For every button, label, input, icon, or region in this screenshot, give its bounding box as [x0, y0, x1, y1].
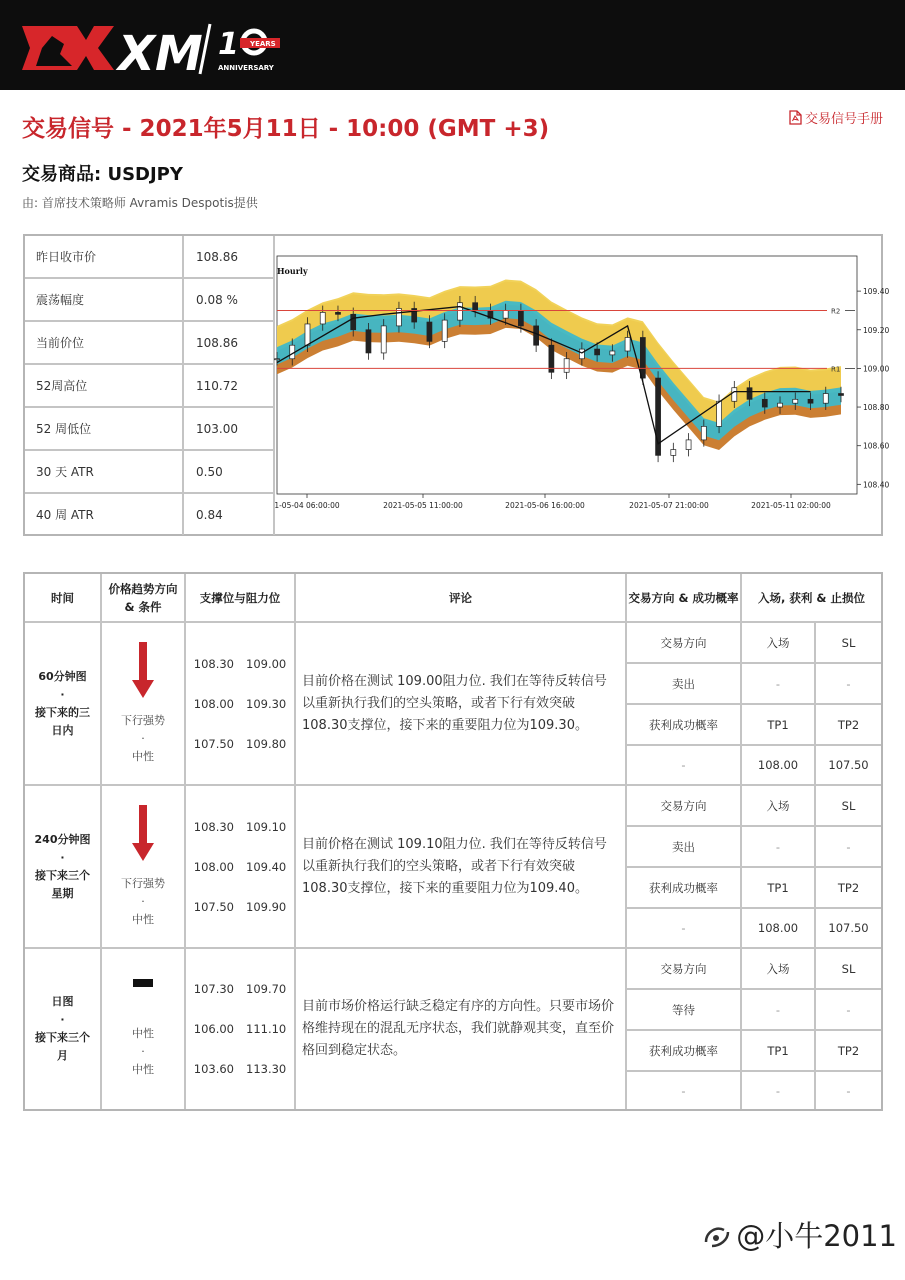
- trend-line: 下行强势: [121, 713, 165, 727]
- candle-body: [351, 314, 356, 329]
- watermark: [702, 1214, 897, 1255]
- signal-grid-cell: -: [627, 746, 742, 786]
- arrow-down-icon: [132, 642, 154, 698]
- timeframe-line: 240分钟图: [34, 832, 91, 846]
- trend-line: ·: [141, 1045, 145, 1058]
- svg-text:ANNIVERSARY: ANNIVERSARY: [218, 64, 274, 72]
- signal-grid-cell: SL: [816, 949, 881, 990]
- x-tick-label: 2021-05-06 16:00:00: [505, 501, 585, 510]
- signal-grid-cell: SL: [816, 786, 881, 827]
- level-label: R1: [831, 365, 841, 374]
- svg-text:XM: XM: [118, 26, 203, 82]
- candle-body: [320, 312, 325, 324]
- candle-body: [732, 388, 737, 402]
- stat-row: [25, 322, 275, 365]
- signal-grid-cell: TP2: [816, 868, 881, 909]
- support-level: 103.60: [193, 1062, 234, 1076]
- candle-body: [762, 399, 767, 407]
- stat-label: 当前价位: [25, 322, 184, 363]
- stat-label: 昨日收市价: [25, 236, 184, 277]
- stat-label: 40 周 ATR: [25, 494, 184, 535]
- trend-line: ·: [141, 894, 145, 908]
- candle-body: [625, 337, 630, 351]
- candle-body: [564, 359, 569, 373]
- signal-grid-cell: -: [742, 990, 816, 1031]
- trend-line: 中性: [132, 1027, 154, 1040]
- signals-table: [23, 572, 883, 1111]
- signal-grid-cell: -: [742, 1072, 816, 1109]
- resistance-level: 111.10: [246, 1022, 287, 1036]
- neutral-dash-icon: [133, 979, 153, 987]
- signal-grid-cell: TP2: [816, 705, 881, 746]
- candle-body: [442, 320, 447, 341]
- timeframe-line: 60分钟图: [38, 669, 87, 683]
- hourly-chart-svg: [274, 236, 890, 534]
- support-level: 108.30: [193, 819, 234, 834]
- candle-body: [275, 359, 280, 360]
- header-bar: [0, 0, 905, 90]
- support-level: 108.00: [193, 696, 234, 711]
- timeframe-line: 日图: [51, 995, 74, 1008]
- timeframe-line: 月: [57, 1049, 68, 1062]
- x-tick-label: 2021-05-11 02:00:00: [751, 501, 831, 510]
- candle-body: [686, 440, 691, 450]
- header-direction: 交易方向 & 成功概率: [627, 574, 742, 623]
- resistance-level: 109.90: [246, 899, 287, 914]
- signal-grid-cell: 107.50: [816, 909, 881, 949]
- candle-body: [717, 401, 722, 426]
- signal-manual-link[interactable]: [789, 108, 883, 127]
- levels-cell: [186, 623, 296, 786]
- timeframe-line: ·: [60, 850, 65, 864]
- level-pair: [186, 969, 294, 1009]
- signal-grid-cell: 108.00: [742, 746, 816, 786]
- stat-row: [25, 408, 275, 451]
- stat-label: 52 周低位: [25, 408, 184, 449]
- stat-row: [25, 494, 275, 535]
- svg-text:YEARS: YEARS: [250, 40, 276, 48]
- signal-grid-cell: 入场: [742, 949, 816, 990]
- candle-body: [793, 399, 798, 403]
- comment-cell: 目前价格在测试 109.10阻力位. 我们在等待反转信号以重新执行我们的空头策略，或者下行有效突破108.30支撑位，接下来的重要阻力位为109.40。: [296, 786, 627, 949]
- watermark-logo-icon: [702, 1220, 732, 1250]
- resistance-level: 109.40: [246, 859, 287, 874]
- y-tick-label: 109.40: [863, 287, 890, 297]
- header-levels: 支撑位与阻力位: [186, 574, 296, 623]
- candle-body: [823, 394, 828, 404]
- signal-grid-cell: -: [627, 1072, 742, 1109]
- support-level: 108.30: [193, 656, 234, 671]
- candle-body: [701, 426, 706, 440]
- y-tick-label: 108.40: [863, 480, 890, 490]
- candle-body: [808, 399, 813, 403]
- level-pair: [186, 887, 294, 927]
- candle-body: [518, 310, 523, 325]
- signal-grid-cell: 获利成功概率: [627, 868, 742, 909]
- signal-grid-cell: 交易方向: [627, 949, 742, 990]
- candle-body: [640, 337, 645, 378]
- resistance-level: 109.00: [246, 656, 287, 671]
- stat-row: [25, 451, 275, 494]
- candle-body: [839, 394, 844, 396]
- instrument-title: 交易商品: USDJPY: [22, 164, 183, 185]
- stat-value: 0.50: [184, 451, 275, 492]
- header-trend: 价格趋势方向 & 条件: [102, 574, 186, 623]
- y-tick-label: 109.00: [863, 364, 890, 374]
- timeframe-cell: [25, 623, 102, 786]
- header-comment: 评论: [296, 574, 627, 623]
- header-entry: 入场, 获利 & 止损位: [742, 574, 881, 623]
- signal-grid-cell: SL: [816, 623, 881, 664]
- level-pair: [186, 847, 294, 887]
- pdf-icon: [789, 110, 802, 125]
- signal-grid-cell: 交易方向: [627, 623, 742, 664]
- x-tick-label: 1-05-04 06:00:00: [274, 501, 340, 510]
- comment-cell: 目前市场价格运行缺乏稳定有序的方向性。只要市场价格维持现在的混乱无序状态，我们就静观其变，直至价格回到稳定状态。: [296, 949, 627, 1109]
- timeframe-line: 日内: [51, 723, 74, 737]
- timeframe-line: 星期: [51, 886, 74, 900]
- stat-value: 0.84: [184, 494, 275, 535]
- stat-row: [25, 279, 275, 322]
- trend-line: 中性: [132, 1063, 154, 1076]
- signal-grid-cell: -: [627, 909, 742, 949]
- signal-grid-cell: TP1: [742, 705, 816, 746]
- level-pair: [186, 807, 294, 847]
- signal-grid-cell: TP1: [742, 868, 816, 909]
- resistance-level: 113.30: [246, 1062, 287, 1076]
- candle-body: [778, 403, 783, 407]
- signal-grid-cell: 获利成功概率: [627, 1031, 742, 1072]
- stat-value: 108.86: [184, 236, 275, 277]
- signal-grid-cell: -: [816, 664, 881, 705]
- candle-body: [671, 450, 676, 456]
- signal-manual-label: 交易信号手册: [804, 112, 883, 127]
- level-pair: [186, 1049, 294, 1089]
- signal-grid-cell: 交易方向: [627, 786, 742, 827]
- resistance-level: 109.10: [246, 819, 287, 834]
- signal-grid-cell: -: [816, 990, 881, 1031]
- timeframe-line: 接下来三个: [35, 1031, 90, 1044]
- signal-grid-cell: -: [816, 827, 881, 868]
- signal-grid-cell: -: [846, 1083, 851, 1098]
- market-stats-panel: [23, 234, 890, 536]
- levels-cell: [186, 786, 296, 949]
- y-tick-label: 108.80: [863, 403, 890, 413]
- level-label: R2: [831, 307, 841, 316]
- xm-logo: [22, 18, 292, 82]
- stat-row: [25, 236, 275, 279]
- signal-grid-cell: 卖出: [627, 664, 742, 705]
- trend-line: 中性: [132, 912, 154, 926]
- stat-label: 52周高位: [25, 365, 184, 406]
- resistance-level: 109.80: [246, 736, 287, 751]
- page-title: 交易信号 - 2021年5月11日 - 10:00 (GMT +3): [22, 116, 550, 142]
- stat-value: 103.00: [184, 408, 275, 449]
- comment-cell: 目前价格在测试 109.00阻力位. 我们在等待反转信号以重新执行我们的空头策略，或者下行有效突破108.30支撑位，接下来的重要阻力位为109.30。: [296, 623, 627, 786]
- stat-value: 0.08 %: [184, 279, 275, 320]
- candle-body: [473, 303, 478, 311]
- candle-body: [457, 303, 462, 320]
- resistance-level: 109.30: [246, 696, 287, 711]
- trend-cell: [102, 623, 186, 786]
- candle-body: [534, 326, 539, 345]
- level-pair: [186, 1009, 294, 1049]
- candle-body: [595, 349, 600, 355]
- candle-body: [503, 310, 508, 318]
- timeframe-line: 接下来三个: [35, 868, 90, 882]
- signal-grid-cell: -: [742, 664, 816, 705]
- stat-value: 108.86: [184, 322, 275, 363]
- levels-cell: [186, 949, 296, 1109]
- stats-table: [25, 236, 275, 534]
- support-level: 106.00: [193, 1022, 234, 1036]
- signal-grid-cell: TP2: [816, 1031, 881, 1072]
- signal-grid-cell: 卖出: [627, 827, 742, 868]
- level-pair: [186, 684, 294, 724]
- author-byline: 由: 首席技术策略师 Avramis Despotis提供: [22, 196, 258, 210]
- signal-grid-cell: 108.00: [742, 909, 816, 949]
- stat-label: 30 天 ATR: [25, 451, 184, 492]
- signal-grid-cell: TP1: [742, 1031, 816, 1072]
- y-tick-label: 108.60: [863, 441, 890, 451]
- y-tick-label: 109.20: [863, 325, 890, 335]
- signal-grid-cell: -: [742, 827, 816, 868]
- x-tick-label: 2021-05-07 21:00:00: [629, 501, 709, 510]
- header-time: 时间: [25, 574, 102, 623]
- level-pair: [186, 644, 294, 684]
- stat-row: [25, 365, 275, 408]
- x-tick-label: 2021-05-05 11:00:00: [383, 501, 463, 510]
- svg-text:1: 1: [218, 27, 239, 62]
- arrow-down-icon: [132, 805, 154, 861]
- candle-body: [396, 309, 401, 326]
- timeframe-line: ·: [60, 1013, 65, 1026]
- trend-cell: [102, 949, 186, 1109]
- trend-cell: [102, 786, 186, 949]
- timeframe-line: 接下来的三: [35, 705, 90, 719]
- candle-body: [305, 324, 310, 345]
- watermark-text: @小牛2011: [736, 1219, 897, 1253]
- support-level: 107.50: [193, 736, 234, 751]
- chart-title: Hourly: [277, 266, 308, 276]
- candle-body: [381, 326, 386, 353]
- candle-body: [335, 312, 340, 314]
- resistance-level: 109.70: [246, 982, 287, 996]
- support-level: 108.00: [193, 859, 234, 874]
- timeframe-cell: [25, 786, 102, 949]
- signal-grid-cell: 获利成功概率: [627, 705, 742, 746]
- level-pair: [186, 724, 294, 764]
- support-level: 107.50: [193, 899, 234, 914]
- timeframe-cell: [25, 949, 102, 1109]
- stat-value: 110.72: [184, 365, 275, 406]
- support-level: 107.30: [193, 982, 234, 996]
- signal-grid-cell: 入场: [742, 623, 816, 664]
- signal-grid-cell: 入场: [742, 786, 816, 827]
- candle-body: [579, 349, 584, 359]
- candle-body: [427, 322, 432, 341]
- candle-body: [747, 388, 752, 400]
- trend-line: ·: [141, 731, 145, 745]
- stat-label: 震荡幅度: [25, 279, 184, 320]
- candle-body: [610, 351, 615, 355]
- trend-line: 中性: [132, 749, 154, 763]
- candle-body: [366, 330, 371, 353]
- signal-grid-cell: 等待: [627, 990, 742, 1031]
- signal-grid-cell: 107.50: [816, 746, 881, 786]
- timeframe-line: ·: [60, 687, 65, 701]
- trend-line: 下行强势: [121, 876, 165, 890]
- hourly-chart: [274, 236, 890, 534]
